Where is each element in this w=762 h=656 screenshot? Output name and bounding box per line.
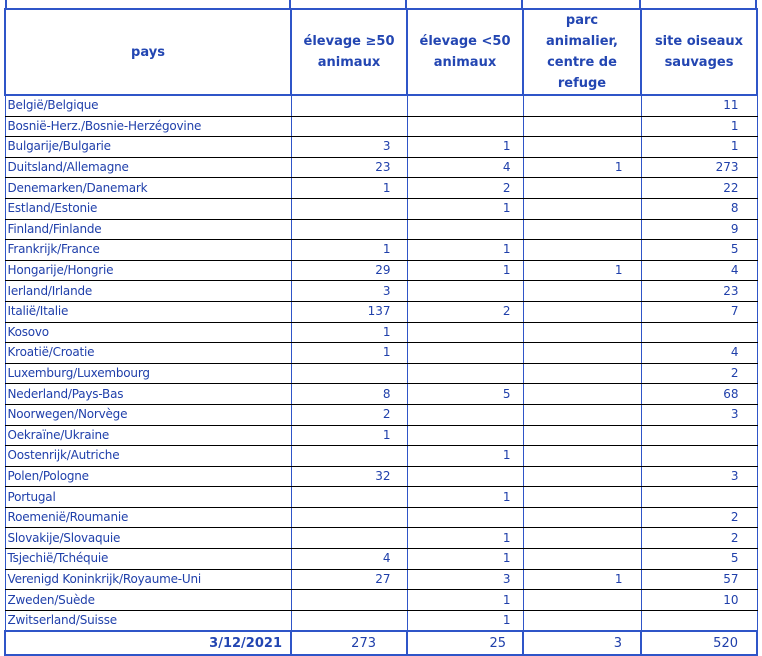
cell-country: Zweden/Suède xyxy=(5,590,291,611)
cell-country: Bulgarije/Bulgarie xyxy=(5,137,291,158)
total-farm-lt50: 25 xyxy=(407,631,523,655)
table-row xyxy=(5,260,757,281)
cell-wild-birds: 2 xyxy=(641,363,757,384)
cell-wild-birds: 11 xyxy=(641,95,757,116)
cell-country: Kosovo xyxy=(5,322,291,343)
cell-wild-birds: 3 xyxy=(641,404,757,425)
cell-park xyxy=(523,281,641,302)
cell-country: Zwitserland/Suisse xyxy=(5,610,291,631)
cell-farm-lt50: 1 xyxy=(407,446,523,467)
cell-park xyxy=(523,507,641,528)
table-row xyxy=(5,157,757,178)
cell-farm-lt50: 1 xyxy=(407,528,523,549)
cell-country: Luxemburg/Luxembourg xyxy=(5,363,291,384)
cell-farm-ge50: 8 xyxy=(291,384,407,405)
header-farm-lt50: élevage <50 animaux xyxy=(407,9,523,95)
cell-farm-ge50 xyxy=(291,507,407,528)
cell-country: Tsjechië/Tchéquie xyxy=(5,549,291,570)
cell-park xyxy=(523,198,641,219)
table-row xyxy=(5,549,757,570)
column-divider xyxy=(755,0,757,8)
cell-farm-lt50 xyxy=(407,116,523,137)
cell-country: Slovakije/Slovaquie xyxy=(5,528,291,549)
table-row xyxy=(5,343,757,364)
cell-farm-lt50 xyxy=(407,322,523,343)
cell-wild-birds xyxy=(641,446,757,467)
cell-farm-ge50: 32 xyxy=(291,466,407,487)
cell-park: 1 xyxy=(523,569,641,590)
cell-farm-ge50: 23 xyxy=(291,157,407,178)
cell-farm-lt50: 1 xyxy=(407,240,523,261)
table-row xyxy=(5,301,757,322)
cell-country: Italië/Italie xyxy=(5,301,291,322)
cell-wild-birds: 5 xyxy=(641,240,757,261)
table-row xyxy=(5,137,757,158)
header-park: parc animalier, centre de refuge xyxy=(523,9,641,95)
cell-wild-birds xyxy=(641,322,757,343)
table-row xyxy=(5,569,757,590)
total-farm-ge50: 273 xyxy=(291,631,407,655)
cell-country: Verenigd Koninkrijk/Royaume-Uni xyxy=(5,569,291,590)
cell-park: 1 xyxy=(523,157,641,178)
cell-farm-lt50: 1 xyxy=(407,549,523,570)
cell-farm-lt50: 1 xyxy=(407,590,523,611)
column-divider xyxy=(521,0,523,8)
cell-farm-ge50 xyxy=(291,363,407,384)
cell-farm-lt50: 2 xyxy=(407,301,523,322)
cell-park xyxy=(523,322,641,343)
cell-park xyxy=(523,137,641,158)
cell-farm-lt50 xyxy=(407,219,523,240)
table-row xyxy=(5,404,757,425)
cell-park xyxy=(523,590,641,611)
cell-country: Ierland/Irlande xyxy=(5,281,291,302)
table-row xyxy=(5,610,757,631)
cell-country: Finland/Finlande xyxy=(5,219,291,240)
cell-park xyxy=(523,178,641,199)
cell-farm-ge50 xyxy=(291,95,407,116)
cell-farm-lt50: 1 xyxy=(407,487,523,508)
cell-country: Oostenrijk/Autriche xyxy=(5,446,291,467)
cell-park xyxy=(523,404,641,425)
cell-country: Duitsland/Allemagne xyxy=(5,157,291,178)
table-row xyxy=(5,198,757,219)
cell-wild-birds: 7 xyxy=(641,301,757,322)
cell-park xyxy=(523,343,641,364)
cell-wild-birds: 2 xyxy=(641,528,757,549)
cell-farm-ge50: 27 xyxy=(291,569,407,590)
cell-country: België/Belgique xyxy=(5,95,291,116)
cell-park xyxy=(523,363,641,384)
table-row xyxy=(5,240,757,261)
cell-wild-birds: 23 xyxy=(641,281,757,302)
cell-country: Denemarken/Danemark xyxy=(5,178,291,199)
header-farm-ge50: élevage ≥50 animaux xyxy=(291,9,407,95)
top-border-strip xyxy=(0,0,762,8)
cell-park xyxy=(523,610,641,631)
cell-wild-birds xyxy=(641,487,757,508)
cell-farm-lt50: 1 xyxy=(407,198,523,219)
cell-park xyxy=(523,487,641,508)
cell-country: Noorwegen/Norvège xyxy=(5,404,291,425)
table-row xyxy=(5,219,757,240)
cell-country: Roemenië/Roumanie xyxy=(5,507,291,528)
cell-farm-lt50 xyxy=(407,363,523,384)
cell-park xyxy=(523,528,641,549)
cell-country: Frankrijk/France xyxy=(5,240,291,261)
cell-wild-birds: 8 xyxy=(641,198,757,219)
cell-park xyxy=(523,466,641,487)
cell-country: Hongarije/Hongrie xyxy=(5,260,291,281)
cell-farm-lt50 xyxy=(407,425,523,446)
cell-park xyxy=(523,446,641,467)
totals-date: 3/12/2021 xyxy=(5,631,291,655)
table-row xyxy=(5,116,757,137)
cell-wild-birds: 4 xyxy=(641,260,757,281)
cell-park xyxy=(523,425,641,446)
cell-farm-ge50: 1 xyxy=(291,240,407,261)
table-row xyxy=(5,466,757,487)
totals-row xyxy=(5,631,757,655)
total-park: 3 xyxy=(523,631,641,655)
cell-wild-birds xyxy=(641,425,757,446)
cell-farm-ge50: 3 xyxy=(291,281,407,302)
cell-farm-ge50: 1 xyxy=(291,178,407,199)
cell-wild-birds: 1 xyxy=(641,137,757,158)
header-row xyxy=(5,9,757,95)
cell-country: Bosnië-Herz./Bosnie-Herzégovine xyxy=(5,116,291,137)
table-row xyxy=(5,507,757,528)
cell-farm-ge50: 4 xyxy=(291,549,407,570)
cell-wild-birds: 10 xyxy=(641,590,757,611)
cell-farm-lt50: 1 xyxy=(407,137,523,158)
cell-park xyxy=(523,219,641,240)
cell-park xyxy=(523,116,641,137)
table-row xyxy=(5,95,757,116)
table-row xyxy=(5,281,757,302)
cell-farm-lt50: 5 xyxy=(407,384,523,405)
total-wild-birds: 520 xyxy=(641,631,757,655)
cell-farm-ge50: 29 xyxy=(291,260,407,281)
cell-farm-ge50 xyxy=(291,610,407,631)
cell-wild-birds: 3 xyxy=(641,466,757,487)
cell-country: Estland/Estonie xyxy=(5,198,291,219)
cell-wild-birds: 57 xyxy=(641,569,757,590)
cell-wild-birds: 2 xyxy=(641,507,757,528)
cell-wild-birds: 5 xyxy=(641,549,757,570)
cell-farm-lt50 xyxy=(407,343,523,364)
cell-farm-lt50 xyxy=(407,95,523,116)
header-country: pays xyxy=(5,9,291,95)
cell-farm-ge50: 1 xyxy=(291,425,407,446)
cell-farm-lt50 xyxy=(407,404,523,425)
cell-farm-lt50 xyxy=(407,466,523,487)
column-divider xyxy=(405,0,407,8)
cell-wild-birds: 9 xyxy=(641,219,757,240)
cell-park xyxy=(523,301,641,322)
cell-farm-ge50 xyxy=(291,198,407,219)
cell-farm-ge50 xyxy=(291,590,407,611)
table-row xyxy=(5,384,757,405)
table-row xyxy=(5,487,757,508)
table-row xyxy=(5,178,757,199)
cell-farm-lt50: 3 xyxy=(407,569,523,590)
cell-farm-ge50: 2 xyxy=(291,404,407,425)
cell-country: Polen/Pologne xyxy=(5,466,291,487)
cell-farm-ge50 xyxy=(291,487,407,508)
cell-park xyxy=(523,95,641,116)
cell-country: Oekraïne/Ukraine xyxy=(5,425,291,446)
column-divider xyxy=(289,0,291,8)
cell-farm-lt50 xyxy=(407,507,523,528)
cell-farm-lt50: 1 xyxy=(407,610,523,631)
cell-farm-lt50: 2 xyxy=(407,178,523,199)
cell-farm-ge50: 1 xyxy=(291,322,407,343)
cell-wild-birds: 4 xyxy=(641,343,757,364)
cell-farm-ge50 xyxy=(291,528,407,549)
cell-wild-birds: 68 xyxy=(641,384,757,405)
cell-country: Nederland/Pays-Bas xyxy=(5,384,291,405)
cell-wild-birds xyxy=(641,610,757,631)
column-divider xyxy=(5,0,7,8)
cell-farm-ge50 xyxy=(291,446,407,467)
table-row xyxy=(5,322,757,343)
cell-park xyxy=(523,549,641,570)
table-body xyxy=(5,95,757,631)
cell-wild-birds: 1 xyxy=(641,116,757,137)
cell-farm-ge50 xyxy=(291,219,407,240)
cell-park: 1 xyxy=(523,260,641,281)
table-row xyxy=(5,425,757,446)
cell-park xyxy=(523,384,641,405)
cell-farm-ge50 xyxy=(291,116,407,137)
header-wild-birds: site oiseaux sauvages xyxy=(641,9,757,95)
cell-farm-lt50 xyxy=(407,281,523,302)
table-row xyxy=(5,363,757,384)
table-row xyxy=(5,446,757,467)
cell-wild-birds: 22 xyxy=(641,178,757,199)
cell-farm-lt50: 1 xyxy=(407,260,523,281)
cell-farm-lt50: 4 xyxy=(407,157,523,178)
cell-wild-birds: 273 xyxy=(641,157,757,178)
cell-park xyxy=(523,240,641,261)
cell-country: Portugal xyxy=(5,487,291,508)
cell-farm-ge50: 137 xyxy=(291,301,407,322)
cell-country: Kroatië/Croatie xyxy=(5,343,291,364)
table-row xyxy=(5,528,757,549)
cell-farm-ge50: 1 xyxy=(291,343,407,364)
column-divider xyxy=(639,0,641,8)
table-row xyxy=(5,590,757,611)
cell-farm-ge50: 3 xyxy=(291,137,407,158)
avian-influenza-outbreak-table xyxy=(4,8,758,656)
